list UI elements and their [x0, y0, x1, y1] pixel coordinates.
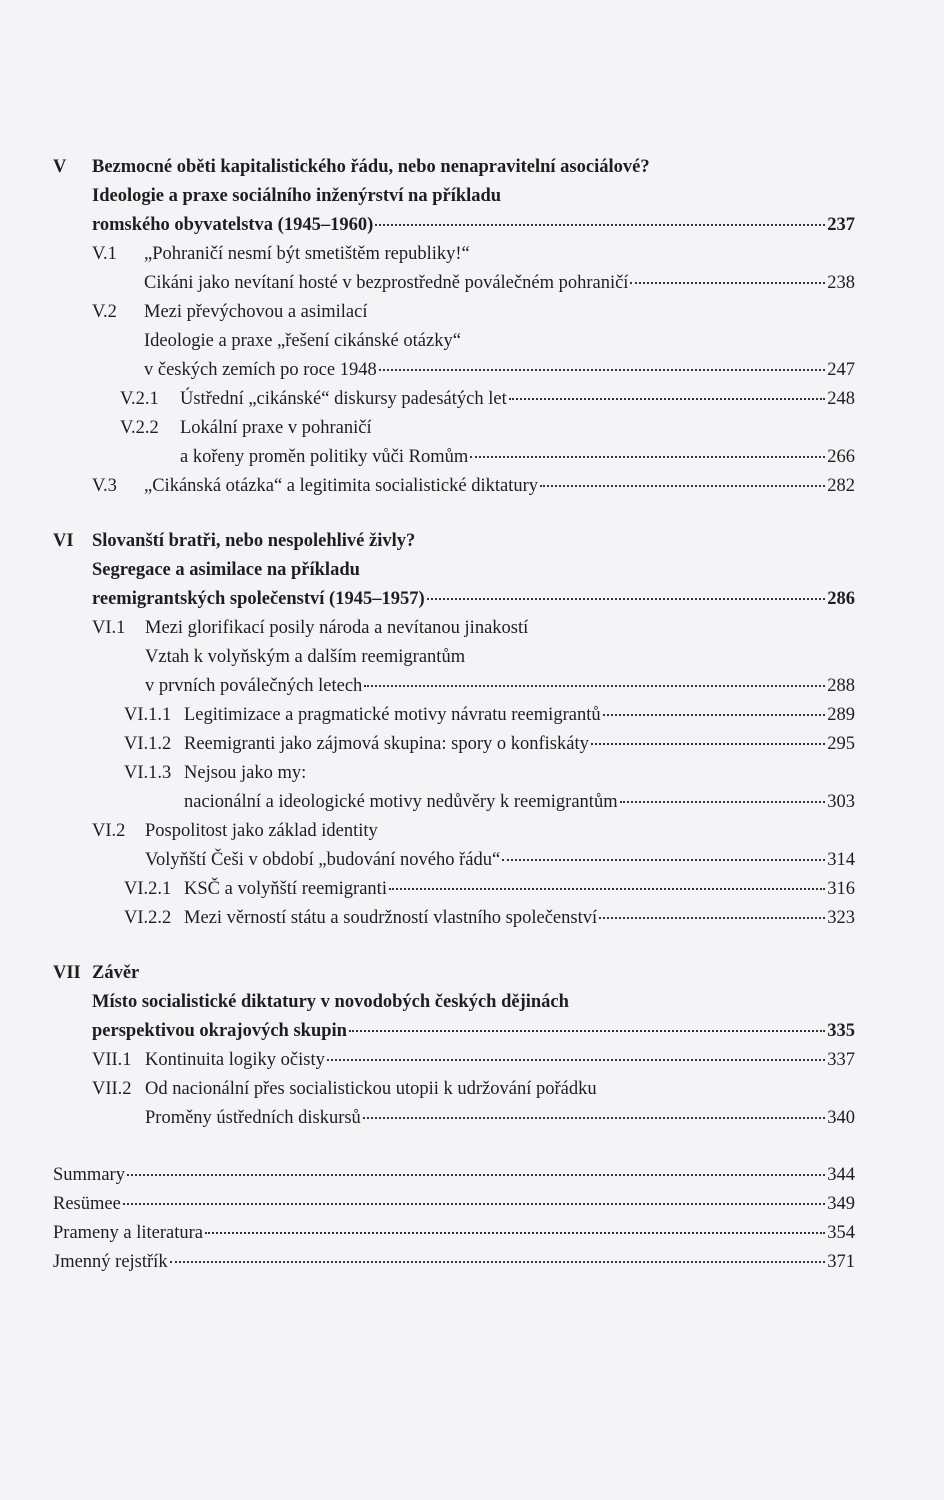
section-title-line: Ideologie a praxe „řešení cikánské otázky“	[144, 331, 461, 351]
page-number: 340	[827, 1108, 855, 1128]
page-number: 349	[827, 1194, 855, 1214]
dot-leader	[427, 594, 826, 600]
section-number: V.2.1	[120, 389, 159, 409]
section-vi-1-2	[53, 730, 855, 759]
section-number: VI.2.2	[124, 908, 172, 928]
page-number: 295	[827, 734, 855, 754]
table-of-contents	[53, 153, 855, 1277]
chapter-v	[53, 153, 855, 240]
page-number: 237	[827, 215, 855, 235]
section-title-line: Pospolitost jako základ identity	[145, 821, 378, 841]
dot-leader	[379, 365, 826, 371]
section-title-line: Proměny ústředních diskursů	[145, 1108, 361, 1128]
section-title-line: „Pohraničí nesmí být smetištěm republiky!“	[144, 244, 470, 264]
back-matter-item	[53, 1248, 855, 1277]
chapter-number: V	[53, 157, 67, 177]
section-title-line: v prvních poválečných letech	[145, 676, 363, 696]
section-vi-2-1	[53, 875, 855, 904]
section-title-line: KSČ a volyňští reemigranti	[184, 879, 387, 899]
section-title-line: Cikáni jako nevítaní hosté v bezprostředně poválečném pohraničí	[144, 273, 629, 293]
page-number: 316	[827, 879, 855, 899]
page-number: 247	[827, 360, 855, 380]
dot-leader	[502, 855, 825, 861]
back-matter-title: Jmenný rejstřík	[53, 1252, 168, 1272]
section-number: VII.2	[92, 1079, 132, 1099]
section-v-2	[53, 298, 855, 385]
page-number: 303	[827, 792, 855, 812]
back-matter-item	[53, 1190, 855, 1219]
dot-leader	[327, 1055, 825, 1061]
section-v-2-2	[53, 414, 855, 472]
dot-leader	[363, 1113, 825, 1119]
dot-leader	[470, 452, 825, 458]
page-number: 288	[827, 676, 855, 696]
section-number: VI.1	[92, 618, 126, 638]
chapter-title-line: Bezmocné oběti kapitalistického řádu, nebo nenapravitelní asociálové?	[92, 157, 650, 177]
chapter-title-line: Ideologie a praxe sociálního inženýrství na příkladu	[92, 186, 502, 206]
dot-leader	[205, 1228, 825, 1234]
section-number: VI.2.1	[124, 879, 172, 899]
section-number: VII.1	[92, 1050, 132, 1070]
chapter-title-line: reemigrantských společenství (1945–1957)	[92, 589, 425, 609]
section-title-line: Volyňští Češi v období „budování nového řádu“	[145, 850, 501, 870]
dot-leader	[603, 710, 826, 716]
section-title-line: Lokální praxe v pohraničí	[180, 418, 372, 438]
page-number: 248	[827, 389, 855, 409]
dot-leader	[599, 913, 825, 919]
section-number: V.2.2	[120, 418, 159, 438]
section-title-line: Od nacionální přes socialistickou utopii k udržování pořádku	[145, 1079, 597, 1099]
back-matter-title: Resümee	[53, 1194, 121, 1214]
section-title-line: v českých zemích po roce 1948	[144, 360, 377, 380]
section-title-line: Vztah k volyňským a dalším reemigrantům	[145, 647, 466, 667]
chapter-vi	[53, 527, 855, 614]
section-title-line: Mezi převýchovou a asimilací	[144, 302, 368, 322]
section-v-2-1	[53, 385, 855, 414]
chapter-title-line: Segregace a asimilace na příkladu	[92, 560, 360, 580]
section-title-line: „Cikánská otázka“ a legitimita socialistické diktatury	[144, 476, 539, 496]
section-number: VI.1.3	[124, 763, 172, 783]
section-v-1	[53, 240, 855, 298]
dot-leader	[389, 884, 825, 890]
page-number: 289	[827, 705, 855, 725]
back-matter	[53, 1161, 855, 1277]
section-number: V.2	[92, 302, 117, 322]
section-vii-1	[53, 1046, 855, 1075]
chapter-number: VII	[53, 963, 81, 983]
dot-leader	[591, 739, 825, 745]
chapter-number: VI	[53, 531, 74, 551]
section-title-line: Mezi věrností státu a soudržností vlastního společenství	[184, 908, 598, 928]
section-title-line: Legitimizace a pragmatické motivy návratu reemigrantů	[184, 705, 601, 725]
section-vi-1-1	[53, 701, 855, 730]
page-number: 314	[827, 850, 855, 870]
page-number: 354	[827, 1223, 855, 1243]
dot-leader	[509, 394, 826, 400]
page-number: 337	[827, 1050, 855, 1070]
dot-leader	[630, 278, 825, 284]
page-number: 266	[827, 447, 855, 467]
section-vi-1-3	[53, 759, 855, 817]
dot-leader	[127, 1170, 825, 1176]
section-title-line: Reemigranti jako zájmová skupina: spory o konfiskáty	[184, 734, 589, 754]
section-number: V.1	[92, 244, 117, 264]
section-v-3	[53, 472, 855, 501]
section-title-line: Ústřední „cikánské“ diskursy padesátých let	[180, 389, 507, 409]
page-number: 282	[827, 476, 855, 496]
dot-leader	[620, 797, 826, 803]
dot-leader	[349, 1026, 825, 1032]
chapter-vii	[53, 959, 855, 1046]
section-title-line: a kořeny proměn politiky vůči Romům	[180, 447, 469, 467]
back-matter-item	[53, 1219, 855, 1248]
page-number: 238	[827, 273, 855, 293]
section-vi-2-2	[53, 904, 855, 933]
chapter-title-line: Závěr	[92, 963, 140, 983]
section-vi-2	[53, 817, 855, 875]
dot-leader	[364, 681, 825, 687]
chapter-title-line: Slovanští bratři, nebo nespolehlivé živly?	[92, 531, 416, 551]
dot-leader	[123, 1199, 825, 1205]
section-vi-1	[53, 614, 855, 701]
chapter-title-line: Místo socialistické diktatury v novodobých českých dějinách	[92, 992, 569, 1012]
back-matter-title: Prameny a literatura	[53, 1223, 203, 1243]
page-number: 344	[827, 1165, 855, 1185]
section-title-line: Mezi glorifikací posily národa a nevítanou jinakostí	[145, 618, 529, 638]
dot-leader	[170, 1257, 826, 1263]
section-number: VI.1.2	[124, 734, 172, 754]
section-title-line: Nejsou jako my:	[184, 763, 307, 783]
chapter-title-line: perspektivou okrajových skupin	[92, 1021, 347, 1041]
back-matter-title: Summary	[53, 1165, 125, 1185]
section-title-line: nacionální a ideologické motivy nedůvěry k reemigrantům	[184, 792, 618, 812]
page-number: 286	[827, 589, 855, 609]
section-vii-2	[53, 1075, 855, 1133]
chapter-title-line: romského obyvatelstva (1945–1960)	[92, 215, 374, 235]
section-number: VI.1.1	[124, 705, 172, 725]
page-number: 323	[827, 908, 855, 928]
dot-leader	[540, 481, 825, 487]
section-title-line: Kontinuita logiky očisty	[145, 1050, 325, 1070]
back-matter-item	[53, 1161, 855, 1190]
section-number: V.3	[92, 476, 117, 496]
page-number: 371	[827, 1252, 855, 1272]
section-number: VI.2	[92, 821, 126, 841]
dot-leader	[375, 220, 825, 226]
page-number: 335	[827, 1021, 855, 1041]
